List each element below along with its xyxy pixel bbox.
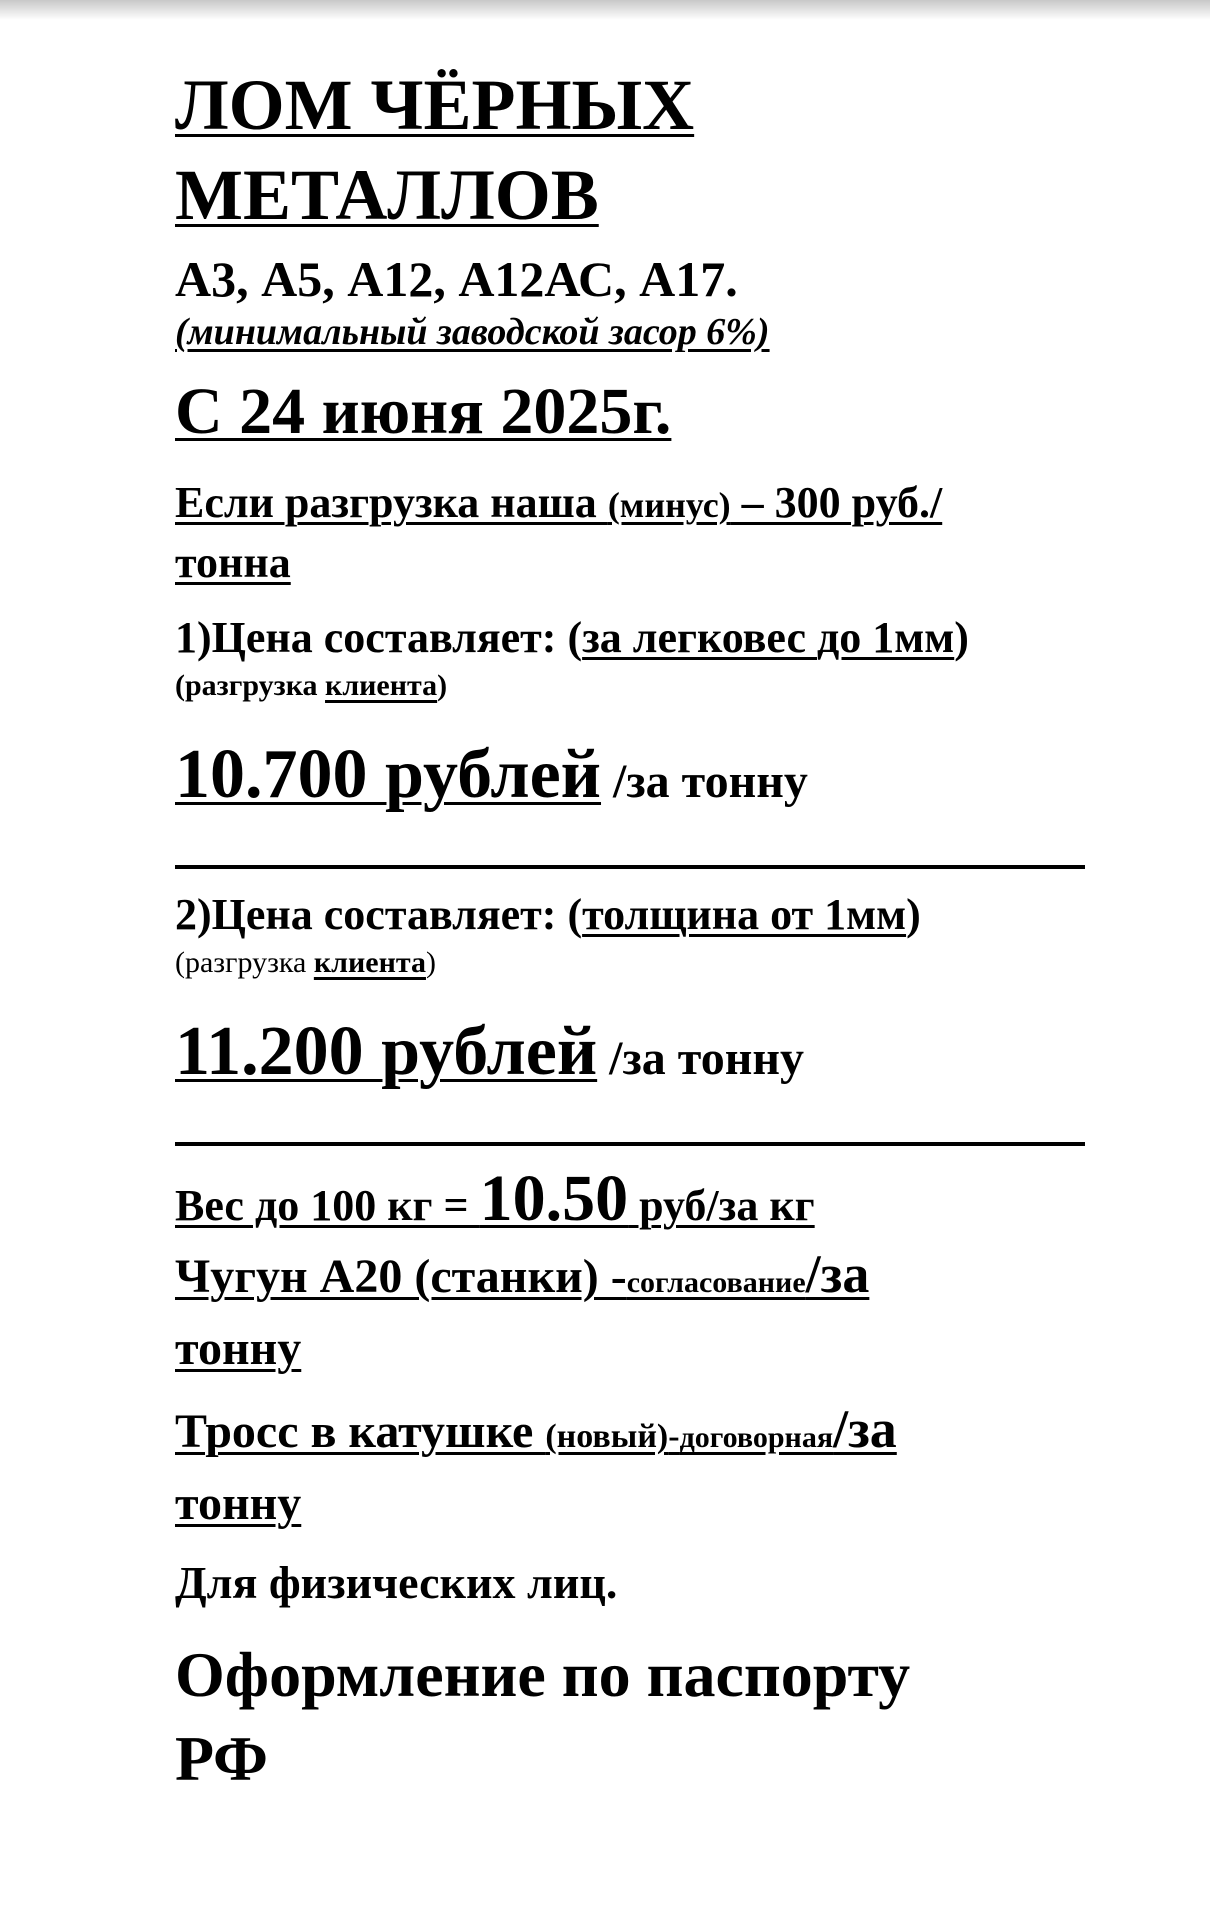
unloading-surcharge bbox=[175, 474, 1095, 592]
title-line-2: МЕТАЛЛОВ bbox=[175, 155, 599, 235]
offer-2-paren-close: ) bbox=[906, 890, 921, 939]
offer-1-condition-a: за легковес bbox=[582, 613, 818, 662]
cable-dash: - bbox=[668, 1418, 680, 1455]
offer-1-sub-open: (разгрузка bbox=[175, 669, 326, 702]
offer-1-unloading-note bbox=[175, 666, 1095, 706]
passport-line-2: РФ bbox=[175, 1723, 268, 1794]
offer-2-sub-close: ) bbox=[425, 946, 436, 979]
separator-line-2 bbox=[175, 1102, 1085, 1146]
price-notice-document bbox=[175, 60, 1095, 1801]
effective-date: С 24 июня 2025г. bbox=[175, 375, 672, 448]
unloading-text-1: Если разгрузка наша bbox=[175, 478, 608, 527]
offer-2-heading bbox=[175, 887, 1095, 943]
offer-1-unit: /за тонну bbox=[601, 755, 808, 808]
weight-suffix: руб/за кг bbox=[628, 1181, 815, 1230]
cable-name: Тросс в катушке bbox=[175, 1405, 546, 1458]
offer-1-heading bbox=[175, 610, 1095, 666]
cast-iron-offer bbox=[175, 1241, 1095, 1382]
passport-line-1: Оформление по паспорту bbox=[175, 1639, 911, 1710]
cast-iron-status: согласование bbox=[626, 1266, 806, 1299]
offer-1-sub-close: ) bbox=[437, 669, 448, 702]
weight-prefix: Вес до 100 кг = bbox=[175, 1181, 480, 1230]
offer-2-condition: толщина от 1мм bbox=[582, 890, 907, 939]
unloading-minus: (минус) bbox=[607, 485, 731, 525]
offer-1-paren-close: ) bbox=[954, 613, 969, 662]
offer-2-price-line bbox=[175, 1009, 1095, 1102]
metal-grades: А3, А5, А12, А12АС, А17. bbox=[175, 251, 738, 307]
offer-2-label: 2)Цена составляет: bbox=[175, 890, 568, 939]
for-individuals: Для физических лиц. bbox=[175, 1557, 618, 1608]
offer-1-price-line bbox=[175, 732, 1095, 825]
cable-qualifier: (новый) bbox=[545, 1418, 669, 1455]
offer-2-unit: /за тонну bbox=[597, 1032, 805, 1085]
weight-price-value: 10.50 bbox=[479, 1162, 629, 1235]
small-weight-offer bbox=[175, 1164, 1095, 1241]
cable-offer bbox=[175, 1396, 1095, 1537]
offer-1-sub-client: клиента bbox=[325, 669, 438, 702]
cast-iron-per-2: тонну bbox=[175, 1322, 302, 1375]
top-shadow bbox=[0, 0, 1210, 20]
offer-1-label: 1)Цена составляет: bbox=[175, 613, 568, 662]
offer-2-sub-open: (разгрузка bbox=[175, 946, 314, 979]
offer-2-sub-client: клиента bbox=[313, 946, 426, 979]
offer-2-unloading-note bbox=[175, 943, 1095, 983]
min-litter-note: (минимальный заводской засор 6%) bbox=[175, 311, 770, 353]
unloading-text-2: – 300 руб./ bbox=[730, 478, 943, 527]
offer-2-price: 11.200 рублей bbox=[175, 1013, 598, 1090]
unloading-text-3: тонна bbox=[175, 538, 291, 587]
offer-2-paren-open: ( bbox=[567, 890, 583, 939]
title-line-1: ЛОМ ЧЁРНЫХ bbox=[175, 65, 695, 145]
cable-per-2: тонну bbox=[175, 1477, 302, 1530]
offer-1-price: 10.700 рублей bbox=[175, 736, 602, 813]
offer-1-paren-open: ( bbox=[567, 613, 583, 662]
offer-1-condition-b: до 1мм bbox=[817, 613, 955, 662]
cable-status: договорная bbox=[679, 1421, 834, 1454]
separator-line-1 bbox=[175, 825, 1085, 869]
cast-iron-name: Чугун А20 (станки) - bbox=[175, 1250, 627, 1303]
cable-per: /за bbox=[833, 1399, 897, 1459]
cast-iron-per: /за bbox=[805, 1244, 870, 1304]
